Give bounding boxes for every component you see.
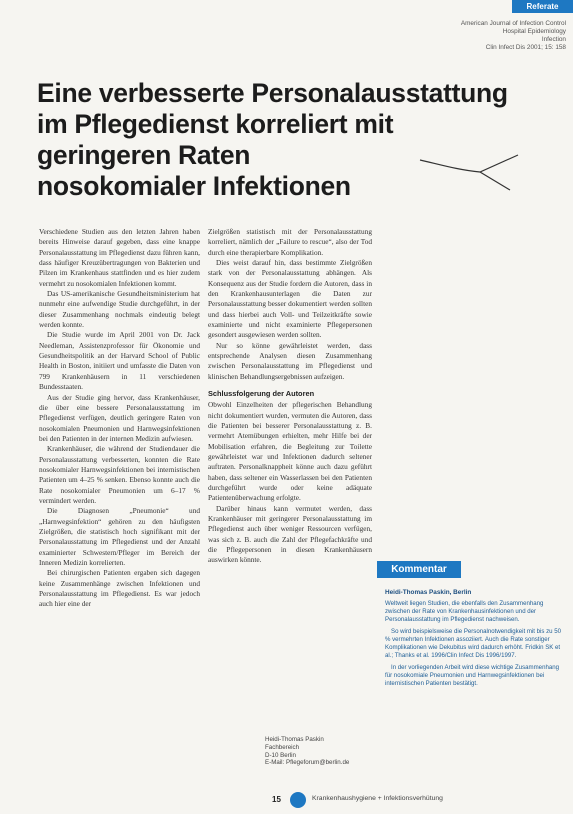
page-number: 15 bbox=[272, 795, 281, 804]
page-footer bbox=[272, 792, 560, 806]
article-title bbox=[37, 78, 508, 202]
citation-line: Clin Infect Dis 2001; 15: 158 bbox=[485, 44, 566, 51]
contact-line: D-10 Berlin bbox=[265, 751, 296, 759]
paragraph: Nur so könne gewährleistet werden, dass entsprechende Analysen diesen Zusammenhang zwischen Personalausstattung im Pflegedienst und klinischen Behandlungsergebnissen aufzeigen. bbox=[208, 340, 372, 381]
section-tag: Referate bbox=[512, 0, 573, 13]
paragraph: Obwohl Einzelheiten der pflegerischen Behandlung nicht dokumentiert wurden, vermuten die Autoren, dass die Patienten bei besserer Personalausstattung z. B. vermehrt Atemübungen erhielten, mehr Hilfe bei der Mobilisation erfahren, die Begleitung zur Toilette gewährleistet war und Infektionen dadurch seltener auftraten. Personalknappheit könne auch dazu geführt haben, dass seltener ein Wasserlassen bei den Patienten durchgeführt wurde oder keine adäquate Patientenüberwachung erfolgte. bbox=[208, 400, 372, 503]
citation-line: Hospital Epidemiology bbox=[502, 28, 566, 35]
kommentar-text bbox=[385, 589, 563, 692]
title-line: Eine verbesserte Personalausstattung bbox=[37, 78, 508, 108]
article-column-1 bbox=[39, 227, 200, 610]
paragraph: Aus der Studie ging hervor, dass Krankenhäuser, die über eine bessere Personalausstattung im Pflegedienst verfügen, deutlich geringere Raten von nosokomialen Pneumonien und Harnwegsinfektionen bei den Patienten in der internen Medizin aufwiesen. bbox=[39, 392, 200, 443]
kommentar-paragraph: So wird beispielsweise die Personalnotwendigkeit mit bis zu 50 % vermehrten Infektionen assoziiert. Auch die Rate sonstiger Komplikationen wie Dekubitus wird dadurch erhöht. Fridkin SK et al.; Thanks et al. 1996/Clin Infect Dis 1996/1997. bbox=[385, 628, 562, 659]
citation-line: Infection bbox=[541, 36, 566, 43]
title-line: im Pflegedienst korreliert mit bbox=[37, 109, 394, 139]
paragraph: Verschiedene Studien aus den letzten Jahren haben bereits Hinweise darauf gegeben, dass eine knappe Personalausstattung im Pflegedienst dazu führen kann, dass häufiger Kreuzübertragungen von Bakterien und Pilzen im Krankenhaus stattfinden und es hier zudem vermehrt zu nosokomialen Infektionen kommt. bbox=[39, 227, 200, 288]
citation-block bbox=[372, 20, 566, 52]
author-contact bbox=[265, 736, 349, 767]
kommentar-paragraph: In der vorliegenden Arbeit wird diese wichtige Zusammenhang für nosokomiale Pneumonien und Harnwegsinfektionen bei internistischen Patienten bestätigt. bbox=[385, 664, 560, 687]
decorative-arrow-icon bbox=[418, 150, 528, 195]
kommentar-label: Kommentar bbox=[377, 561, 461, 578]
journal-name: Krankenhaushygiene + Infektionsverhütung bbox=[312, 795, 443, 802]
contact-line: Heidi-Thomas Paskin bbox=[265, 736, 324, 743]
paragraph: Bei chirurgischen Patienten ergaben sich dagegen keine Zusammenhänge zwischen Infektionen und Personalausstattung im Pflegedienst. Es war jedoch auch hier eine der bbox=[39, 568, 200, 609]
section-subheading: Schlussfolgerung der Autoren bbox=[208, 389, 315, 399]
article-column-2 bbox=[208, 227, 372, 566]
kommentar-author: Heidi-Thomas Paskin, Berlin bbox=[385, 589, 472, 596]
kommentar-paragraph: Weltweit liegen Studien, die ebenfalls den Zusammenhang zwischen der Rate von Krankenhausinfektionen und der Personalausstattung im Pflegedienst nachweisen. bbox=[385, 600, 544, 623]
paragraph: Die Diagnosen „Pneumonie“ und „Harnwegsinfektion“ gehören zu den häufigsten Zielgrößen, die statistisch hoch signifikant mit der Personalausstattung im Pflegedienst und der Anzahl examinierter Schwestern/Pfleger im Bereich der Inneren Medizin korrelierten. bbox=[39, 506, 200, 567]
paragraph: Krankenhäuser, die während der Studiendauer die Personalausstattung verbesserten, konnten die Rate nosokomialer Harnwegsinfektionen bei internistischen Patienten um 4–25 % senken. Ebenso konnte auch die Rate nosokomialer Pneumonien um 6–17 % vermindert werden. bbox=[39, 444, 200, 505]
title-line: geringeren Raten bbox=[37, 140, 251, 170]
paragraph: Die Studie wurde im April 2001 von Dr. Jack Needleman, Assistenzprofessor für Ökonomie und Gesundheitspolitik an der Harvard School of Public Health in Boston, initiiert und umfasste die Daten von 799 Krankenhäusern in 11 verschiedenen Bundesstaaten. bbox=[39, 330, 200, 392]
paragraph: Zielgrößen statistisch mit der Personalausstattung korreliert, nämlich der „Failure to rescue“, also der Tod durch eine therapierbare Komplikation. bbox=[208, 227, 372, 257]
contact-email: E-Mail: Pflegeforum@berlin.de bbox=[265, 759, 350, 767]
paragraph: Dies weist darauf hin, dass bestimmte Zielgrößen stark von der Personalausstattung abhängen. Als Konsequenz aus der Studie fordern die Autoren, dass in den Krankenhausunterlagen die Daten zur Personalausstattung besser dokumentiert werden sollten und dass hierbei auch Voll- und Teilzeitkräfte sowie examinierte und nicht examinierte Pflegepersonen gesondert ausgewiesen werden sollten. bbox=[208, 258, 372, 340]
paragraph: Darüber hinaus kann vermutet werden, dass Krankenhäuser mit geringerer Personalausstattung im Pflegedienst auch über weniger Ressourcen verfügen, was sich z. B. auch die Zahl der Pflegefachkräfte und die Pflegepersonen in diesen Krankenhäusern auswirken könnte. bbox=[208, 503, 372, 565]
page-marker-icon bbox=[290, 792, 306, 808]
contact-line: Fachbereich bbox=[265, 743, 300, 751]
paragraph: Das US-amerikanische Gesundheitsministerium hat nunmehr eine aufwendige Studie durchgeführt, in der dieser Zusammenhang nochmals eindeutig belegt werden konnte. bbox=[39, 289, 200, 330]
citation-line: American Journal of Infection Control bbox=[460, 20, 566, 27]
title-line: nosokomialer Infektionen bbox=[37, 171, 351, 201]
